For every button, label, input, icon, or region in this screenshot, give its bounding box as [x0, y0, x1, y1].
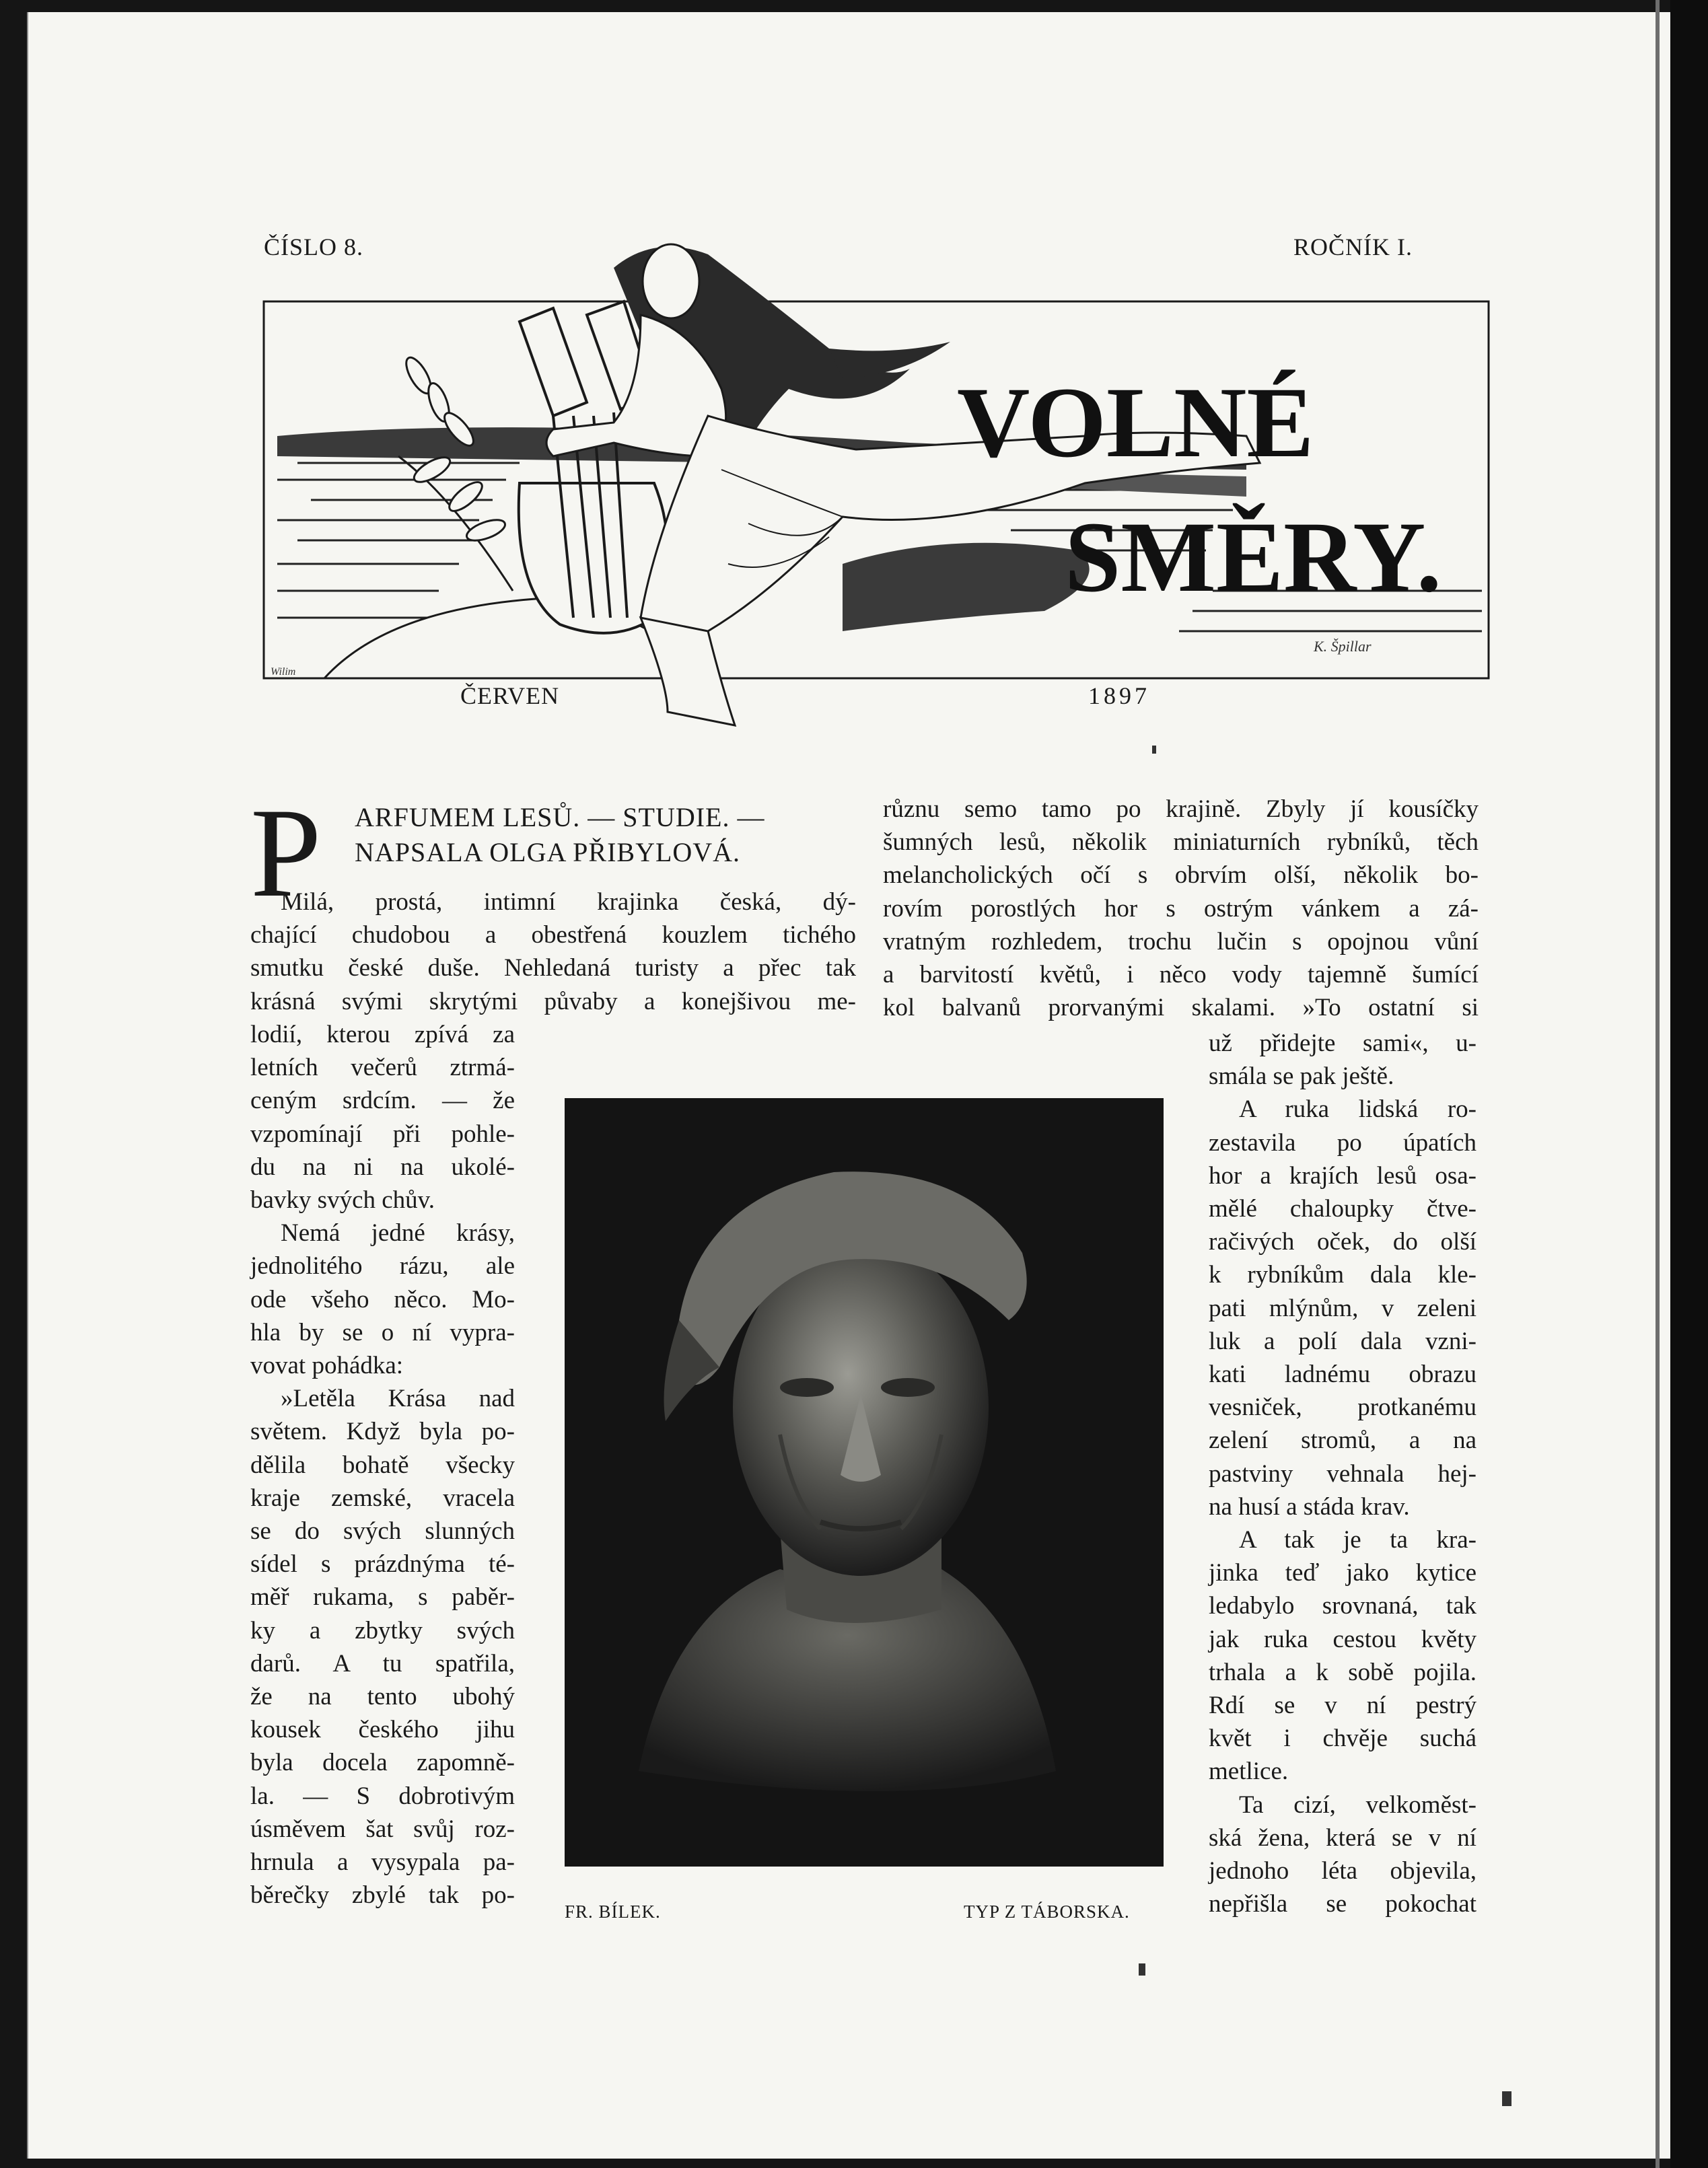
text-line: šumných lesů, několik miniaturních rybníků, těch — [883, 828, 1479, 857]
left-column-intro — [250, 886, 856, 1018]
text-line: kousek českého jihu — [250, 1716, 515, 1744]
article-title-line2: NAPSALA OLGA PŘIBYLOVÁ. — [355, 837, 741, 867]
text-line: ská žena, která se v ní — [1209, 1823, 1476, 1852]
text-line: trhala a k sobě pojila. — [1209, 1658, 1476, 1686]
text-line: du na ni na ukolé- — [250, 1153, 515, 1181]
text-line: a barvitostí květů, i něco vody tajemně šumící — [883, 961, 1479, 989]
text-line: luk a polí dala vzni- — [1209, 1327, 1476, 1355]
scan-edge-shadow — [1656, 0, 1660, 2168]
text-line: A tak je ta kra- — [1239, 1526, 1476, 1554]
text-line: kati ladnému obrazu — [1209, 1361, 1476, 1389]
text-line: dělila bohatě všecky — [250, 1451, 515, 1479]
scan-speck — [1502, 2091, 1511, 2106]
volume-number: ROČNÍK I. — [1293, 233, 1413, 260]
text-line: vzpomínají při pohle- — [250, 1120, 515, 1148]
text-line: smála se pak ještě. — [1209, 1062, 1394, 1091]
text-line: běrečky zbylé tak po- — [250, 1881, 515, 1910]
text-line: byla docela zapomně- — [250, 1749, 515, 1777]
text-line: A ruka lidská ro- — [1239, 1095, 1476, 1124]
text-line: chající chudobou a obestřená kouzlem tichého — [250, 921, 856, 949]
text-line: k rybníkům dala kle- — [1209, 1261, 1476, 1289]
article-title-line1: ARFUMEM LESŮ. — STUDIE. — — [355, 802, 765, 832]
text-line: Ta cizí, velkoměst- — [1239, 1791, 1476, 1819]
text-line: nepřišla se pokochat — [1209, 1890, 1476, 1918]
text-line: zestavila po úpatích — [1209, 1128, 1476, 1157]
text-line: jednolitého rázu, ale — [250, 1252, 515, 1280]
text-line: na husí a stáda krav. — [1209, 1492, 1410, 1521]
text-line: sídel s prázdnýma té- — [250, 1550, 515, 1579]
text-line: vesniček, protkanému — [1209, 1394, 1476, 1422]
text-line: letních večerů ztrmá- — [250, 1054, 515, 1082]
text-line: jak ruka cestou květy — [1209, 1625, 1476, 1653]
dropcap-letter: P — [250, 783, 322, 924]
issue-number: ČÍSLO 8. — [264, 233, 364, 260]
scan-background — [1670, 0, 1708, 2168]
text-line: měř rukama, s paběr- — [250, 1583, 515, 1612]
text-line: hor a krajích lesů osa- — [1209, 1161, 1476, 1190]
text-line: jednoho léta objevila, — [1209, 1857, 1476, 1885]
text-line: hla by se o ní vypra- — [250, 1318, 515, 1346]
right-column-body — [1209, 1027, 1476, 1920]
text-line: bavky svých chův. — [250, 1186, 435, 1215]
text-line: jinka teď jako kytice — [1209, 1559, 1476, 1587]
photo-caption-author: FR. BÍLEK. — [565, 1902, 661, 1922]
text-line: mělé chaloupky čtve- — [1209, 1195, 1476, 1223]
text-line: vratným rozhledem, trochu lučin s opojnou vůní — [883, 927, 1479, 955]
text-line: rovím porostlých hor s ostrým vánkem a zá- — [883, 894, 1479, 923]
text-line: květ i chvěje suchá — [1209, 1725, 1476, 1753]
page-sheet — [27, 12, 1672, 2159]
text-line: »Letěla Krása nad — [281, 1385, 515, 1413]
text-line: kraje zemské, vracela — [250, 1484, 515, 1512]
issue-month: ČERVEN — [460, 682, 560, 709]
text-line: kol balvanů prorvanými skalami. »To ostatní si — [883, 994, 1479, 1022]
left-column-body — [250, 1018, 515, 1912]
text-line: krásná svými skrytými půvaby a konejšivou me- — [250, 987, 856, 1015]
text-line: zelení stromů, a na — [1209, 1426, 1476, 1455]
text-line: pastviny vehnala hej- — [1209, 1459, 1476, 1488]
scan-speck — [1152, 746, 1156, 754]
text-line: račivých oček, do olší — [1209, 1228, 1476, 1256]
text-line: smutku české duše. Nehledaná turisty a přec tak — [250, 954, 856, 982]
text-line: ode všeho něco. Mo- — [250, 1285, 515, 1313]
text-line: se do svých slunných — [250, 1517, 515, 1546]
masthead-signature: K. Špillar — [1314, 638, 1372, 655]
text-line: hrnula a vysypala pa- — [250, 1848, 515, 1877]
masthead-illustration — [237, 214, 1549, 732]
portrait-photograph — [565, 1098, 1164, 1867]
right-column-intro — [883, 793, 1479, 1024]
text-line: lodií, kterou zpívá za — [250, 1021, 515, 1048]
masthead-small-mark: Wilim — [271, 666, 296, 678]
text-line: melancholických očí s obrvím olší, několik bo- — [883, 861, 1479, 890]
text-line: Milá, prostá, intimní krajinka česká, dý- — [281, 888, 856, 916]
text-line: Rdí se v ní pestrý — [1209, 1692, 1476, 1720]
text-line: různu semo tamo po krajině. Zbyly jí kousíčky — [883, 795, 1479, 823]
text-line: úsměvem šat svůj roz- — [250, 1815, 515, 1843]
text-line: la. — S dobrotivým — [250, 1782, 515, 1810]
text-line: světem. Když byla po- — [250, 1418, 515, 1446]
text-line: že na tento ubohý — [250, 1683, 515, 1711]
text-line: metlice. — [1209, 1758, 1289, 1786]
masthead-title-line2: SMĚRY. — [1065, 501, 1442, 613]
text-line: pati mlýnům, v zeleni — [1209, 1294, 1476, 1322]
text-line: darů. A tu spatřila, — [250, 1649, 515, 1677]
text-line: už přidejte sami«, u- — [1209, 1029, 1476, 1057]
text-line: vovat pohádka: — [250, 1352, 404, 1380]
text-line: Nemá jedné krásy, — [281, 1219, 515, 1248]
text-line: ky a zbytky svých — [250, 1616, 515, 1645]
scan-speck — [1139, 1963, 1145, 1976]
issue-year: 1897 — [1088, 682, 1150, 709]
text-line: ledabylo srovnaná, tak — [1209, 1592, 1476, 1620]
photo-caption-title: TYP Z TÁBORSKA. — [964, 1902, 1130, 1922]
masthead-title-line1: VOLNÉ — [957, 367, 1314, 478]
text-line: ceným srdcím. — že — [250, 1087, 515, 1115]
